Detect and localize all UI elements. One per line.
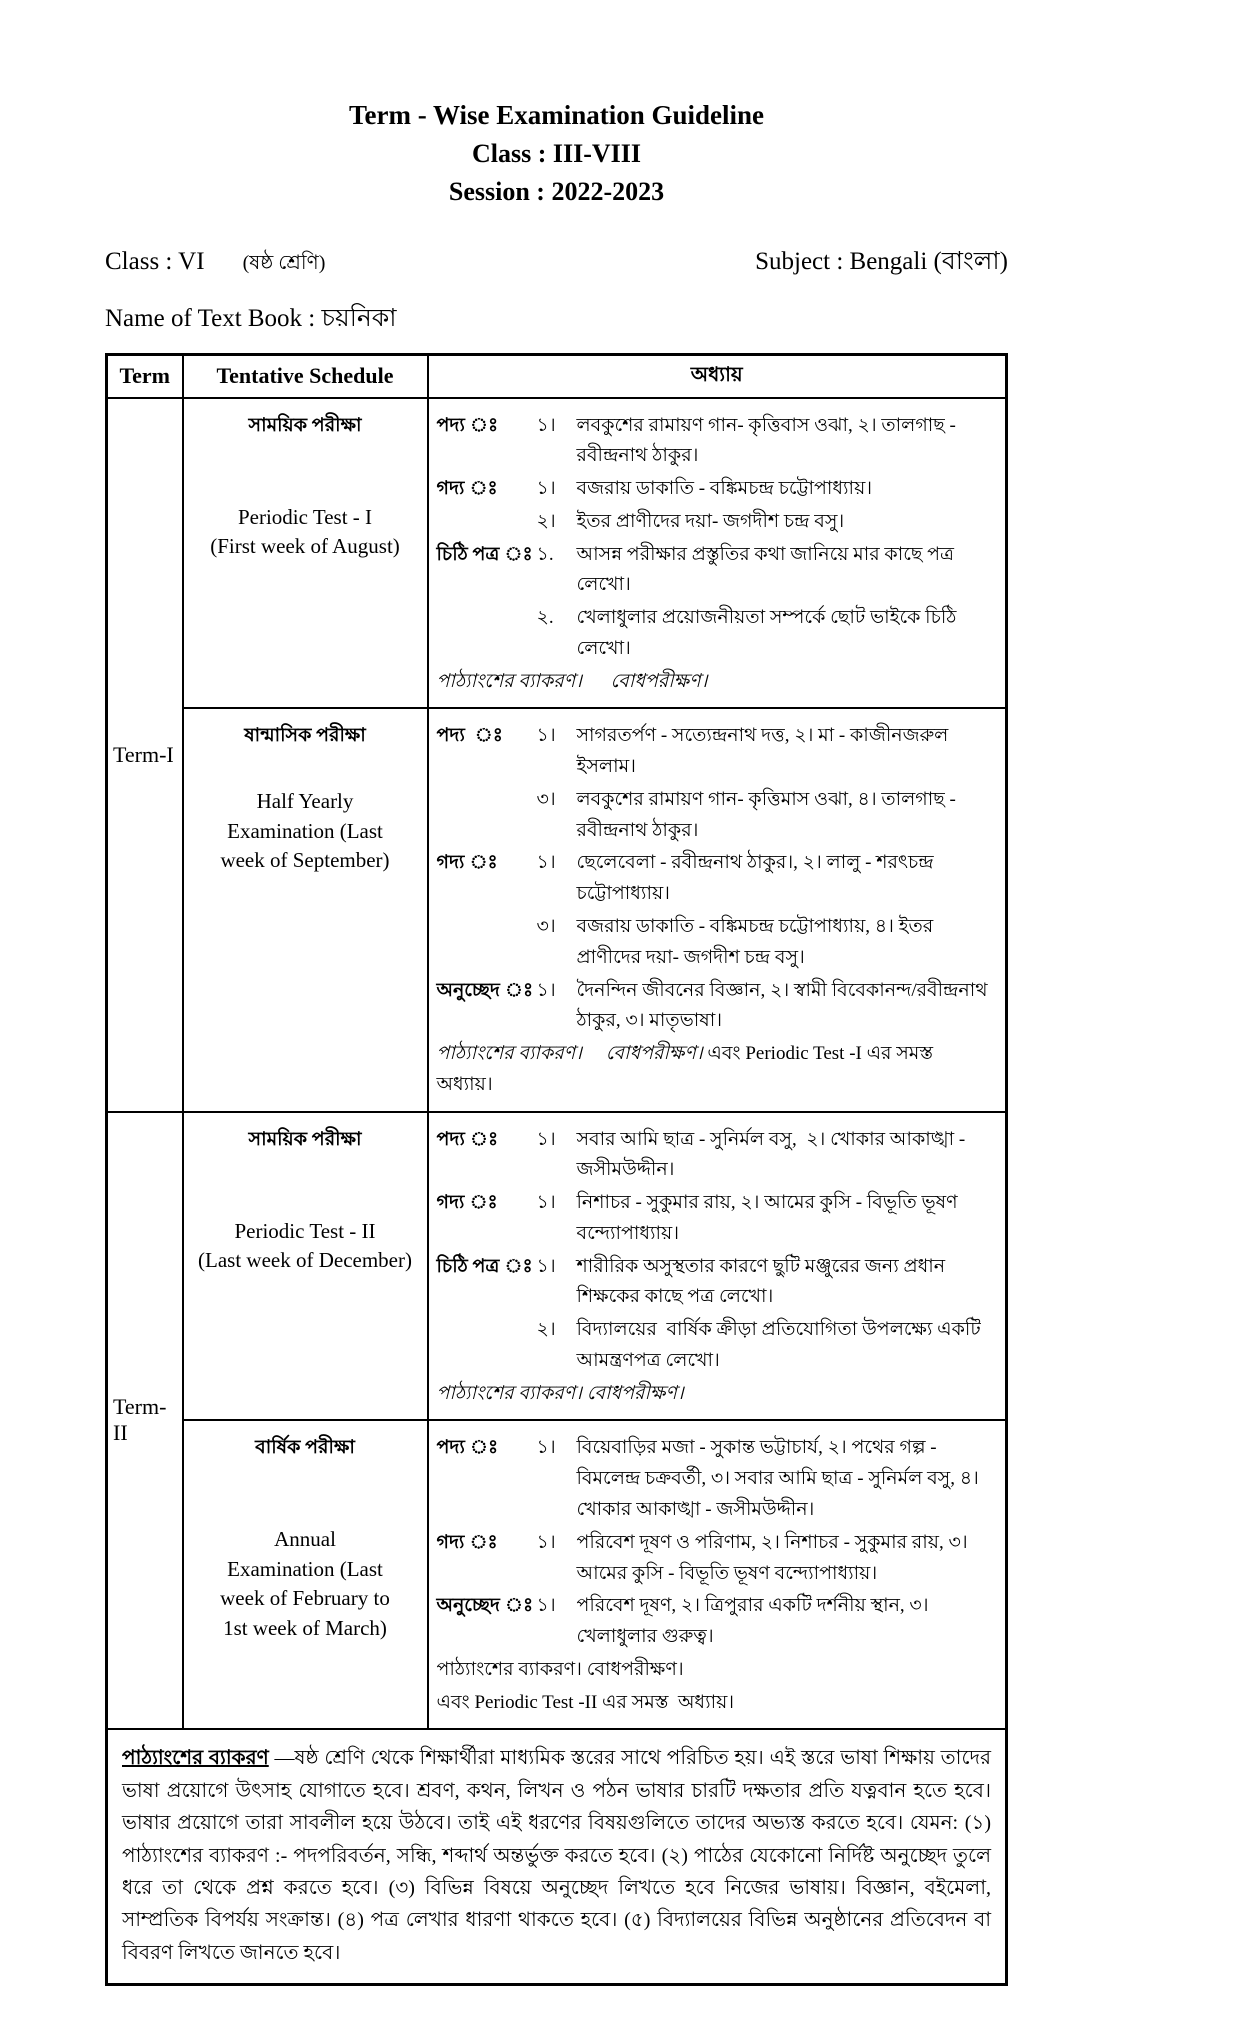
chapter-line: পাঠ্যাংশের ব্যাকরণ। বোধপরীক্ষণ। [436, 1658, 684, 1680]
chapter-cell-periodic-test-1 [428, 398, 1007, 709]
exam-table [105, 353, 1008, 1987]
schedule-line: week of September) [220, 848, 390, 873]
schedule-line: (Last week of December) [198, 1247, 412, 1272]
chapter-line: ২। বিদ্যালয়ের বার্ষিক ক্রীড়া প্রতিযোগিতা উপলক্ষ্যে একটি আমন্ত্রণপত্র লেখো। [536, 1319, 986, 1371]
chapter-cell-half-yearly [428, 708, 1007, 1111]
schedule-name [190, 1217, 421, 1276]
footer-note [107, 1729, 1007, 1984]
schedule-line: 1st week of March) [223, 1615, 387, 1640]
chapter-line: পদ্য ঃ ১। লবকুশের রামায়ণ গান- কৃত্তিবাস ওঝা, ২। তালগাছ - রবীন্দ্রনাথ ঠাকুর। [436, 414, 961, 467]
col-header-chapter: অধ্যায় [428, 354, 1007, 398]
page-subtitle-class-range: Class : III-VIII [471, 139, 642, 169]
schedule-line: Annual [274, 1527, 336, 1552]
schedule-heading-bengali: সাময়িক পরীক্ষা [248, 1128, 362, 1150]
chapter-cell-annual [428, 1420, 1007, 1729]
chapter-line: ৩। বজরায় ডাকাতি - বঙ্কিমচন্দ্র চট্টোপাধ্যায়, ৪। ইতর প্রাণীদের দয়া- জগদীশ চন্দ্র বসু। [536, 916, 938, 968]
footer-note-body: —ষষ্ঠ শ্রেণি থেকে শিক্ষার্থীরা মাধ্যমিক স্তরের সাথে পরিচিত হয়। এই স্তরে ভাষা শিক্ষায় তাদের ভাষা প্রয়োগে উৎসাহ যোগাতে হবে। শ্রবণ, কথন, লিখন ও পঠন ভাষার চারটি দক্ষতার প্রতি যত্নবান হতে হবে। ভাষার প্রয়োগে তারা সাবলীল হয়ে উঠবে। তাই এই ধরণের বিষয়গুলিতে তাদের অভ্যস্ত করতে হবে। যেমন: (১) পাঠ্যাংশের ব্যাকরণ :- পদপরিবর্তন, সন্ধি, শব্দার্থ অন্তর্ভুক্ত করতে হবে। (২) পাঠের যেকোনো নির্দিষ্ট অনুচ্ছেদ তুলে ধরে তা থেকে প্রশ্ন করতে হবে। (৩) বিভিন্ন বিষয়ে অনুচ্ছেদ লিখতে হবে নিজের ভাষায়। বিজ্ঞান, বইমেলা, সাম্প্রতিক বিপর্যয় সংক্রান্ত। (৪) পত্র লেখার ধারণা থাকতে হবে। (৫) বিদ্যালয়ের বিভিন্ন অনুষ্ঠানের প্রতিবেদন বা বিবরণ লিখতে জানতে হবে। [122, 1747, 991, 1964]
term-1-label: Term-I [107, 398, 183, 1112]
chapter-line: পদ্য ঃ ১। সবার আমি ছাত্র - সুনির্মল বসু, ২। খোকার আকাঙ্খা - জসীমউদ্দীন। [436, 1128, 970, 1181]
chapter-line: পাঠ্যাংশের ব্যাকরণ। বোধপরীক্ষণ। [436, 670, 708, 692]
chapter-line: গদ্য ঃ ১। বজরায় ডাকাতি - বঙ্কিমচন্দ্র চট্টোপাধ্যায়। [436, 478, 873, 500]
class-label-bengali: (ষষ্ঠ শ্রেণি) [242, 251, 326, 274]
footer-note-lead: পাঠ্যাংশের ব্যাকরণ [122, 1747, 269, 1770]
chapter-line: গদ্য ঃ ১। ছেলেবেলা - রবীন্দ্রনাথ ঠাকুর।, ২। লালু - শরৎচন্দ্র চট্টোপাধ্যায়। [436, 852, 939, 905]
schedule-heading-bengali: সাময়িক পরীক্ষা [248, 414, 362, 436]
document-header [105, 96, 1008, 211]
col-header-schedule: Tentative Schedule [183, 354, 428, 398]
schedule-name [190, 787, 421, 875]
schedule-line: Periodic Test - II [234, 1218, 376, 1243]
schedule-cell-periodic-test-2 [183, 1112, 428, 1421]
chapter-line: এবং Periodic Test -II এর সমস্ত অধ্যায়। [436, 1691, 735, 1713]
schedule-name [190, 1525, 421, 1643]
row-footer-note [107, 1729, 1007, 1984]
chapter-line: ২. খেলাধুলার প্রয়োজনীয়তা সম্পর্কে ছোট ভাইকে চিঠি লেখো। [536, 607, 962, 659]
row-annual-exam [107, 1420, 1007, 1729]
schedule-line: Examination (Last [227, 818, 383, 843]
chapter-line: ২। ইতর প্রাণীদের দয়া- জগদীশ চন্দ্র বসু। [536, 510, 845, 532]
subject-label: Subject : Bengali (বাংলা) [755, 247, 1008, 275]
schedule-heading-bengali: বার্ষিক পরীক্ষা [255, 1437, 355, 1459]
chapter-cell-periodic-test-2 [428, 1112, 1007, 1421]
schedule-line: (First week of August) [210, 533, 400, 558]
term-2-label: Term-II [107, 1112, 183, 1730]
row-half-yearly [107, 708, 1007, 1111]
chapter-line: ৩। লবকুশের রামায়ণ গান- কৃত্তিমাস ওঝা, ৪। তালগাছ - রবীন্দ্রনাথ ঠাকুর। [536, 788, 961, 841]
chapter-line: গদ্য ঃ ১। নিশাচর - সুকুমার রায়, ২। আমের কুসি - বিভূতি ভূষণ বন্দ্যোপাধ্যায়। [436, 1192, 963, 1244]
col-header-term: Term [107, 354, 183, 398]
schedule-line: Examination (Last [227, 1556, 383, 1581]
page-subtitle-session: Session : 2022-2023 [448, 176, 665, 206]
textbook-label: Name of Text Book : চয়নিকা [105, 304, 397, 332]
schedule-line: week of February to [220, 1586, 390, 1611]
chapter-line: পাঠ্যাংশের ব্যাকরণ। বোধপরীক্ষণ। [436, 1382, 684, 1404]
chapter-line: চিঠি পত্র ঃ ১. আসন্ন পরীক্ষার প্রস্তুতির কথা জানিয়ে মার কাছে পত্র লেখো। [436, 543, 959, 596]
row-periodic-test-2 [107, 1112, 1007, 1421]
schedule-line: Periodic Test - I [237, 504, 373, 529]
class-label-group [105, 248, 325, 281]
row-periodic-test-1 [107, 398, 1007, 709]
chapter-line: পাঠ্যাংশের ব্যাকরণ। বোধপরীক্ষণ। এবং Periodic Test -I এর সমস্ত অধ্যায়। [436, 1043, 943, 1095]
schedule-cell-annual [183, 1420, 428, 1729]
class-label: Class : VI [105, 247, 205, 275]
schedule-cell-half-yearly [183, 708, 428, 1111]
schedule-cell-periodic-test-1 [183, 398, 428, 709]
chapter-line: গদ্য ঃ ১। পরিবেশ দূষণ ও পরিণাম, ২। নিশাচর - সুকুমার রায়, ৩। আমের কুসি - বিভূতি ভূষণ বন্দ্যোপাধ্যায়। [436, 1531, 973, 1584]
schedule-name [190, 503, 421, 562]
chapter-line: অনুচ্ছেদ ঃ ১। দৈনন্দিন জীবনের বিজ্ঞান, ২। স্বামী বিবেকানন্দ/রবীন্দ্রনাথ ঠাকুর, ৩। মাতৃভাষা। [436, 979, 993, 1032]
chapter-line: চিঠি পত্র ঃ ১। শারীরিক অসুস্থতার কারণে ছুটি মঞ্জুরের জন্য প্রধান শিক্ষকের কাছে পত্র লেখো। [436, 1255, 950, 1308]
page-title: Term - Wise Examination Guideline [348, 100, 765, 130]
schedule-heading-bengali: ষান্মাসিক পরীক্ষা [244, 725, 366, 747]
chapter-line: পদ্য ঃ ১। সাগরতর্পণ - সত্যেন্দ্রনাথ দত্ত, ২। মা - কাজীনজরুল ইসলাম। [436, 725, 954, 778]
schedule-line: Half Yearly [256, 789, 354, 814]
chapter-line: পদ্য ঃ ১। বিয়েবাড়ির মজা - সুকান্ত ভট্টাচার্য, ২। পথের গল্প - বিমলেন্দ্র চক্রবর্তী, ৩। সবার আমি ছাত্র - সুনির্মল বসু, ৪। খোকার আকাঙ্খা - জসীমউদ্দীন। [436, 1437, 984, 1521]
table-header-row [107, 354, 1007, 398]
class-subject-row [105, 241, 1008, 284]
chapter-line: অনুচ্ছেদ ঃ ১। পরিবেশ দূষণ, ২। ত্রিপুরার একটি দর্শনীয় স্থান, ৩। খেলাধুলার গুরুত্ব। [436, 1595, 934, 1648]
